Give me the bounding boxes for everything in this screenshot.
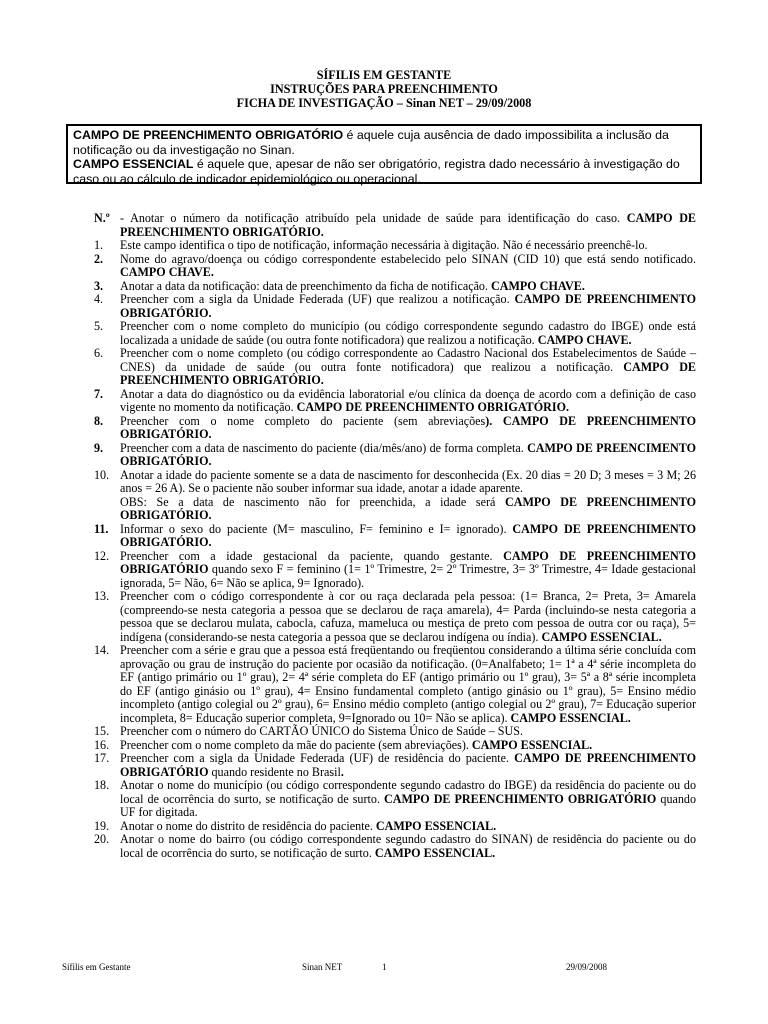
item-text: Preencher com o código correspondente à cor ou raça declarada pela pessoa: (1= Branca, 2= Preta, 3= Amarela (compreendo-se nesta categoria a pessoa que se declarou de raça amarela), 4= Parda (incluindo-se nesta categoria a pessoa que se declarou mulata, cabocla, cafuza, mameluca ou mestiça de preto com pessoa de outra cor ou raça), 5= indígena (considerando-se nesta categoria a pessoa que se declarou indígena ou índia). — [120, 589, 696, 644]
item-text: Preencher com o nome completo (ou código correspondente ao Cadastro Nacional dos Estabelecimentos de Saúde – CNES) da unidade de saúde (ou outra fonte notificadora) que realizou a notificação. — [120, 346, 696, 374]
item-text: Anotar o nome do distrito de residência do paciente. — [120, 818, 376, 833]
item-field-type: CAMPO DE PREENCHIMENTO OBRIGATÓRIO. — [120, 211, 696, 239]
item-text: Anotar a data da notificação: data de preenchimento da ficha de notificação. — [120, 278, 492, 293]
item-number: 2. — [94, 251, 104, 266]
instruction-item — [94, 293, 696, 320]
instruction-item — [94, 415, 696, 442]
header-title: SÍFILIS EM GESTANTE — [316, 68, 452, 82]
document-header — [0, 68, 768, 110]
instruction-item — [94, 253, 696, 280]
instruction-item — [94, 833, 696, 860]
definition-mandatory — [73, 128, 695, 157]
definitions-box — [66, 124, 702, 184]
note-text: OBS: Se a data de nascimento não for preenchida, a idade será — [120, 494, 505, 509]
item-text: quando UF for digitada. — [120, 791, 696, 819]
instruction-item — [94, 388, 696, 415]
item-text: Preencher com a série e grau que a pessoa está freqüentando ou freqüentou considerando a última série concluída com aprovação ou grau de instrução do paciente por ocasião da notificação. (0=Analfabeto; 1= 1ª a 4ª série incompleta do EF (antigo primário ou 1º grau), 2= 4ª série completa do EF (antigo primário ou 1º grau), 3= 5ª a 8ª série incompleta do EF (antigo ginásio ou 1º grau), 4= Ensino fundamental completo (antigo ginásio ou 1º grau), 5= Ensino médio incompleto (antigo colegial ou 2º grau), 6= Ensino médio completo (antigo colegial ou 2º grau), 7= Educação superior incompleta, 8= Educação superior completa, 9=Ignorado ou 10= Não se aplica). — [120, 643, 696, 725]
item-number: 20. — [94, 832, 110, 846]
instruction-item — [94, 469, 696, 496]
definition-essential — [73, 157, 695, 186]
item-text: quando sexo F = feminino (1= 1º Trimestre, 2= 2º Trimestre, 3= 3º Trimestre, 4= Idade gestacional ignorada, 5= Não, 6= Não se aplica, 9= Ignorado). — [120, 562, 696, 590]
item-number: 4. — [94, 292, 104, 306]
item-number: 19. — [94, 818, 110, 833]
footer-date: 29/09/2008 — [566, 962, 608, 972]
item-field-type: CAMPO ESSENCIAL. — [471, 737, 593, 752]
instruction-note — [94, 496, 696, 523]
item-number: 16. — [94, 737, 110, 752]
item-text: Este campo identifica o tipo de notificação, informação necessária à digitação. Não é necessário preenchê-lo. — [120, 238, 648, 252]
item-field-type: CAMPO DE PREENCHIMENTO OBRIGATÓRIO — [383, 791, 657, 806]
header-subtitle: INSTRUÇÕES PARA PREENCHIMENTO — [270, 82, 498, 96]
instruction-item — [94, 347, 696, 388]
item-field-type: ). CAMPO DE PREENCHIMENTO OBRIGATÓRIO. — [120, 413, 697, 441]
item-field-type: CAMPO DE PREENCHIMENTO OBRIGATÓRIO — [120, 751, 697, 779]
definition-essential-term: CAMPO ESSENCIAL — [73, 157, 194, 172]
item-text: Anotar a data do diagnóstico ou da evidência laboratorial e/ou clínica da doença de acordo com a definição de caso vigente no momento da notificação. — [120, 386, 696, 414]
item-text: Preencher com a idade gestacional da paciente, quando gestante. — [120, 548, 504, 563]
item-number: 9. — [94, 440, 104, 455]
instruction-item — [94, 739, 696, 753]
instruction-item — [94, 725, 696, 739]
item-number: 5. — [94, 319, 104, 333]
item-text: Preencher com a sigla da Unidade Federada (UF) que realizou a notificação. — [120, 292, 515, 306]
item-text: Anotar o nome do bairro (ou código correspondente segundo cadastro do SINAN) de residência do paciente ou do local de ocorrência do surto, se notificação de surto. — [120, 832, 696, 860]
item-number: 3. — [94, 278, 104, 293]
item-number: 17. — [94, 751, 110, 765]
item-field-type: CAMPO DE PREENCHIMENTO OBRIGATÓRIO. — [120, 359, 696, 387]
item-text: Anotar a idade do paciente somente se a data de nascimento for desconhecida (Ex. 20 dias = 20 D; 3 meses = 3 M; 26 anos = 26 A). Se o paciente não souber informar sua idade, anotar a idade aparente. — [120, 467, 696, 495]
item-field-type: CAMPO CHAVE. — [491, 278, 585, 293]
item-punctuation: . — [340, 764, 344, 779]
item-text: Preencher com o nome completo do município (ou código correspondente segundo cadastro do IBGE) onde está localizada a unidade de saúde (ou outra fonte notificadora) que realizou a notificação. — [120, 319, 696, 347]
instruction-item — [94, 550, 696, 591]
item-number: 15. — [94, 724, 110, 738]
instruction-item — [94, 644, 696, 725]
item-field-type: CAMPO ESSENCIAL. — [510, 710, 631, 725]
item-field-type: CAMPO CHAVE. — [537, 332, 632, 347]
item-field-type: CAMPO DE PREENCHIMENTO OBRIGATÓRIO. — [296, 400, 570, 414]
item-number: 10. — [94, 467, 110, 482]
item-number: 11. — [94, 521, 109, 536]
item-number: 7. — [94, 386, 104, 401]
item-text: Preencher com o número do CARTÃO ÚNICO do Sistema Único de Saúde – SUS. — [120, 724, 524, 738]
item-field-type: CAMPO ESSENCIAL. — [375, 818, 497, 833]
instruction-item — [94, 239, 696, 253]
item-number: 1. — [94, 238, 104, 252]
instruction-item — [94, 280, 696, 294]
instruction-item — [94, 320, 696, 347]
instruction-item — [94, 820, 696, 834]
item-text: quando residente no Brasil — [208, 764, 341, 779]
header-form-info: FICHA DE INVESTIGAÇÃO – Sinan NET – 29/09/2008 — [236, 96, 532, 110]
item-text: Informar o sexo do paciente (M= masculino, F= feminino e I= ignorado). — [120, 521, 513, 536]
item-text: Anotar o nome do município (ou código correspondente segundo cadastro do IBGE) da residência do paciente ou do local de ocorrência do surto, se notificação de surto. — [120, 778, 696, 806]
definition-essential-text: é aquele que, apesar de não ser obrigatório, registra dado necessário à investigação do caso ou ao cálculo de indicador epidemiológico ou operacional. — [73, 157, 680, 186]
item-field-type: CAMPO DE PREENCIMENTO OBRIGATÓRIO. — [120, 440, 696, 468]
instruction-item — [94, 752, 696, 779]
item-text: Preencher com o nome completo da mãe do paciente (sem abreviações). — [120, 737, 472, 752]
instruction-item — [94, 523, 696, 550]
instruction-item — [94, 212, 696, 239]
footer-document-name: Sífilis em Gestante — [62, 962, 131, 972]
item-number: 18. — [94, 778, 110, 792]
item-number: 12. — [94, 548, 110, 563]
item-text: Preencher com a sigla da Unidade Federada (UF) de residência do paciente. — [120, 751, 515, 765]
item-text: Preencher com a data de nascimento do paciente (dia/mês/ano) de forma completa. — [120, 440, 528, 455]
item-field-type: CAMPO DE PREENCHIMENTO OBRIGATÓRIO — [120, 548, 697, 576]
item-text: Nome do agravo/doença ou código correspondente estabelecido pelo SINAN (CID 10) que está sendo notificado. — [120, 251, 696, 266]
instruction-item — [94, 590, 696, 644]
item-field-type: CAMPO DE PREENCHIMENTO OBRIGATÓRIO. — [120, 292, 696, 320]
item-number: 14. — [94, 643, 110, 657]
item-field-type: CAMPO DE PREENCHIMENTO OBRIGATÓRIO. — [120, 494, 696, 522]
item-field-type: CAMPO DE PREENCHIMENTO OBRIGATÓRIO. — [120, 521, 697, 549]
item-field-type: CAMPO ESSENCIAL. — [374, 845, 496, 860]
item-text: - Anotar o número da notificação atribuído pela unidade de saúde para identificação do caso. — [120, 211, 627, 225]
item-text: Preencher com o nome completo do paciente (sem abreviações — [120, 413, 486, 428]
item-number: 8. — [94, 413, 104, 428]
item-number: 6. — [94, 346, 104, 360]
item-number: 13. — [94, 589, 110, 603]
item-number: N.º — [94, 211, 110, 225]
footer-page-number: 1 — [382, 962, 387, 972]
definition-mandatory-term: CAMPO DE PREENCHIMENTO OBRIGATÓRIO — [73, 128, 344, 142]
instruction-list — [94, 212, 696, 860]
instruction-item — [94, 779, 696, 820]
item-field-type: CAMPO ESSENCIAL. — [541, 629, 662, 644]
footer-system-name: Sinan NET — [302, 962, 343, 972]
item-field-type: CAMPO CHAVE. — [120, 265, 214, 279]
instruction-item — [94, 442, 696, 469]
definition-mandatory-text: é aquele cuja ausência de dado impossibilita a inclusão da notificação ou da investigação no Sinan. — [73, 128, 669, 157]
